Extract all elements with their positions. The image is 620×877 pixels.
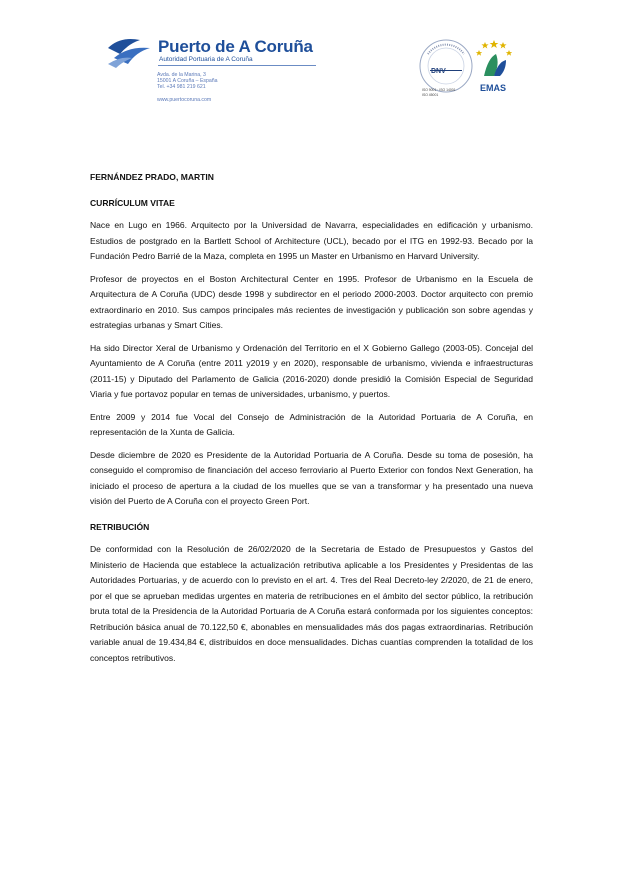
address-line-2: 15001 A Coruña – España [157, 78, 218, 84]
brand-name: Puerto de A Coruña [158, 37, 313, 56]
certification-badges [418, 38, 518, 122]
paragraph-retribucion: De conformidad con la Resolución de 26/02/2020 de la Secretaria de Estado de Presupuestos y Gastos del Ministerio de Hacienda que establece la actualización retributiva aplicable a los Presidentes y Presidentas de las Autoridades Portuarias, y de acuerdo con lo previsto en el art. 4. Tres del Real Decreto-ley 2/2020, de 21 de enero, por el que se aprueban medidas urgentes en materia de retribuciones en el ámbito del sector público, la retribución bruta total de la Presidencia de la Autoridad Portuaria de A Coruña estará conformada por los siguientes conceptos: Retribución básica anual de 70.122,50 €, abonables en mensualidades más dos pagas extraordinarias. Retribución variable anual de 19.434,84 €, distribuidos en doce mensualidades. Dichas cuantías comprenden la totalidad de los conceptos retributivos. [90, 544, 533, 663]
emas-logo-icon [474, 38, 514, 80]
paragraph-presidency: Desde diciembre de 2020 es Presidente de la Autoridad Portuaria de A Coruña. Desde su toma de posesión, ha conseguido el compromiso de financiación del acceso ferroviario al Puerto Exterior con fondos Next Generation, ha iniciado el proceso de apertura a la ciudad de los muelles que se van a transformar y ha presentado una nueva visión del Puerto de A Coruña con el proyecto Green Port. [90, 449, 533, 506]
emas-fineprint [478, 96, 479, 100]
paragraph-board: Entre 2009 y 2014 fue Vocal del Consejo de Administración de la Autoridad Portuaria de A Coruña, en representación de la Xunta de Galicia. [90, 411, 533, 437]
cv-heading: CURRÍCULUM VITAE [90, 197, 175, 208]
dnv-label: DNV [431, 68, 446, 75]
iso-line-2: ISO 45001 [422, 93, 439, 97]
website-link[interactable]: www.puertocoruna.com [157, 97, 212, 103]
person-name: FERNÁNDEZ PRADO, MARTIN [90, 172, 214, 182]
cv-document [90, 170, 533, 666]
phone: Tel. +34 981 219 621 [157, 84, 206, 90]
address-line-1: Avda. de la Marina, 3 [157, 72, 206, 78]
paragraph-academic: Profesor de proyectos en el Boston Architectural Center en 1995. Profesor de Urbanismo en la Escuela de Arquitectura de A Coruña (UDC) desde 1998 y subdirector en el periodo 2000-2003. Doctor arquitecto con premio extraordinario en 2010. Sus campos principales más recientes de investigación y publicación son sobre agendas y estrategias urbanas y Smart Cities. [90, 273, 533, 330]
retribucion-heading: RETRIBUCIÓN [90, 521, 150, 532]
brand-subtitle: Autoridad Portuaria de A Coruña [159, 56, 253, 63]
port-emblem-icon [106, 34, 154, 70]
dnv-seal-icon [418, 38, 474, 94]
brand-divider [158, 65, 316, 66]
port-logo [106, 34, 326, 124]
paragraph-education: Nace en Lugo en 1966. Arquitecto por la Universidad de Navarra, especialidades en edificación y urbanismo. Estudios de postgrado en la Bartlett School of Architecture (UCL), becado por el ITG en 1992-93. Becado por la Fundación Pedro Barrié de la Maza, completa en 1995 un Master en Urbanismo en Harvard University. [90, 220, 533, 261]
letterhead [0, 0, 620, 130]
emas-label: EMAS [480, 83, 507, 93]
paragraph-political: Ha sido Director Xeral de Urbanismo y Ordenación del Territorio en el X Gobierno Gallego (2003-05). Concejal del Ayuntamiento de A Coruña (entre 2011 y2019 y en 2020), responsable de urbanismo, vivienda e infraestructuras (2011-15) y Diputado del Parlamento de Galicia (2016-2020) donde presidió la Comisión Especial de Seguridad Viaria y fue portavoz popular en temas de universidades, urbanismo, y puertos. [90, 342, 533, 399]
iso-line-1: ISO 9001 · ISO 14001 [422, 88, 456, 92]
